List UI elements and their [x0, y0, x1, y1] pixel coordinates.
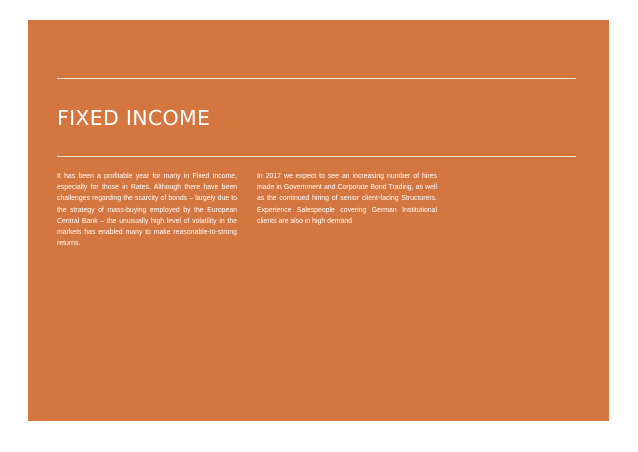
body-paragraph-right: In 2017 we expect to see an increasing number of hires made in Government and Corporate Bond Trading, as well as the continued hiring of senior client-facing Structurers. Experience Salespeople covering German Institutional clients are also in high demand [257, 173, 437, 225]
section-title: FIXED INCOME [57, 106, 211, 130]
title-divider [57, 156, 576, 157]
document-page [28, 20, 609, 421]
top-divider [57, 78, 576, 79]
body-paragraph-left: It has been a profitable year for many in Fixed Income, especially for those in Rates. Although there have been challenges regarding the scarcity of bonds – largely due to the strategy of mass-buying employed by the European Central Bank – the unusually high level of volatility in the markets has enabled many to make reasonable-to-strong returns. [57, 173, 237, 248]
